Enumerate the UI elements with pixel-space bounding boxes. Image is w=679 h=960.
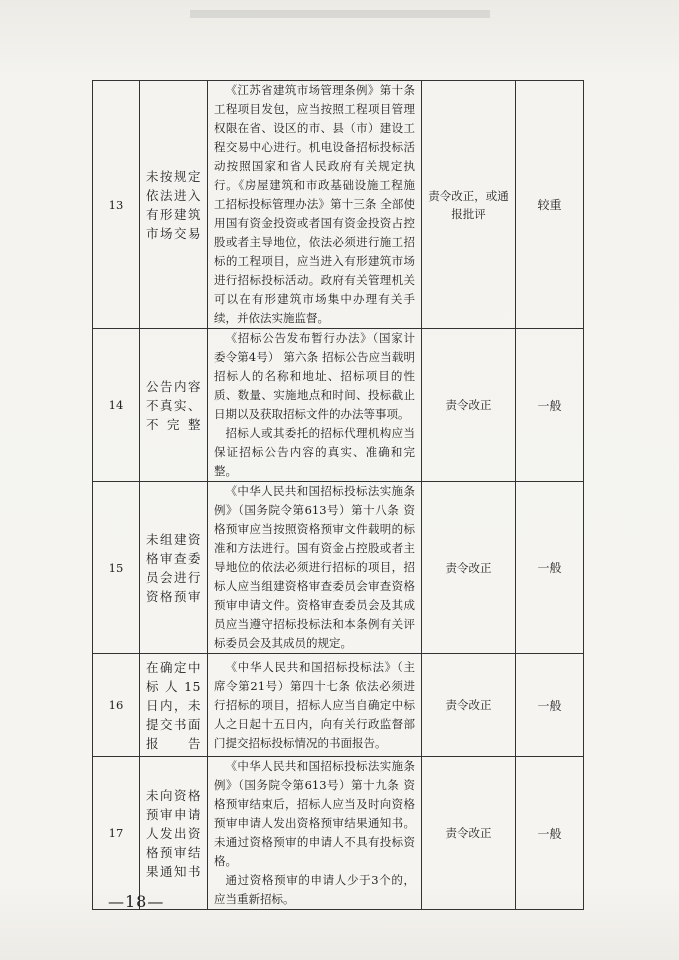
basis-paragraph: 《中华人民共和国招标投标法》（主席令第21号）第四十七条 依法必须进行招标的项目，招标人应当自确定中标人之日起十五日内，向有关行政监督部门提交招标投标情况的书面报告。: [214, 659, 415, 750]
legal-basis: [208, 757, 422, 910]
handling-measure: 责令改正: [422, 654, 516, 757]
basis-paragraph: 《中华人民共和国招标投标法实施条例》（国务院令第613号）第十九条 资格预审结束后，招标人应当及时向资格预审申请人发出资格预审结果通知书。未通过资格预审的申请人不具有投标资格。: [214, 759, 415, 868]
severity-level: 较重: [516, 81, 584, 329]
legal-basis: [208, 81, 422, 329]
severity-level: 一般: [516, 757, 584, 910]
row-number: 14: [93, 329, 140, 482]
header-bleed-through: [190, 10, 490, 18]
handling-measure: 责令改正: [422, 482, 516, 654]
severity-level: 一般: [516, 482, 584, 654]
violation-behavior: 在确定中标人15日内，未提交书面报告: [140, 654, 208, 757]
severity-level: 一般: [516, 329, 584, 482]
violation-behavior: 未组建资格审查委员会进行资格预审: [140, 482, 208, 654]
basis-paragraph: 《招标公告发布暂行办法》（国家计委令第4号） 第六条 招标公告应当载明招标人的名称和地址、招标项目的性质、数量、实施地点和时间、投标截止日期以及获取招标文件的办法等事项。: [214, 331, 415, 421]
legal-basis: [208, 654, 422, 757]
handling-measure: 责令改正: [422, 329, 516, 482]
violation-behavior: 未按规定依法进入有形建筑市场交易: [140, 81, 208, 329]
page-number: —18—: [108, 892, 165, 911]
row-number: 15: [93, 482, 140, 654]
table-row: [93, 329, 584, 482]
basis-paragraph: 招标人或其委托的招标代理机构应当保证招标公告内容的真实、准确和完整。: [214, 426, 415, 478]
basis-paragraph: 《中华人民共和国招标投标法实施条例》（国务院令第613号）第十八条 资格预审应当按照资格预审文件载明的标准和方法进行。国有资金占控股或者主导地位的依法必须进行招标的项目，招标人应当组建资格审查委员会审查资格预审申请文件。资格审查委员会及其成员应当遵守招标投标法和本条例有关评标委员会及其成员的规定。: [214, 484, 415, 650]
table-row: [93, 81, 584, 329]
table-row: [93, 654, 584, 757]
handling-measure: 责令改正，或通报批评: [422, 81, 516, 329]
row-number: 13: [93, 81, 140, 329]
severity-level: 一般: [516, 654, 584, 757]
violation-behavior: 公告内容不真实、不完整: [140, 329, 208, 482]
table-row: [93, 482, 584, 654]
basis-paragraph: 《江苏省建筑市场管理条例》第十条 工程项目发包，应当按照工程项目管理权限在省、设区的市、县（市）建设工程交易中心进行。机电设备招标投标活动按照国家和省人民政府有关规定执行。《房屋建筑和市政基础设施工程施工招标投标管理办法》第十三条 全部使用国有资金投资或者国有资金投资占控股或者主导地位，依法必须进行施工招标的工程项目，应当进入有形建筑市场进行招标投标活动。政府有关管理机关可以在有形建筑市场集中办理有关手续，并依法实施监督。: [214, 83, 415, 325]
row-number: 17: [93, 757, 140, 910]
violation-table: [92, 80, 584, 910]
violation-behavior: 未向资格预审申请人发出资格预审结果通知书: [140, 757, 208, 910]
row-number: 16: [93, 654, 140, 757]
legal-basis: [208, 329, 422, 482]
basis-paragraph: 通过资格预审的申请人少于3个的，应当重新招标。: [214, 873, 415, 906]
handling-measure: 责令改正: [422, 757, 516, 910]
table-row: [93, 757, 584, 910]
legal-basis: [208, 482, 422, 654]
